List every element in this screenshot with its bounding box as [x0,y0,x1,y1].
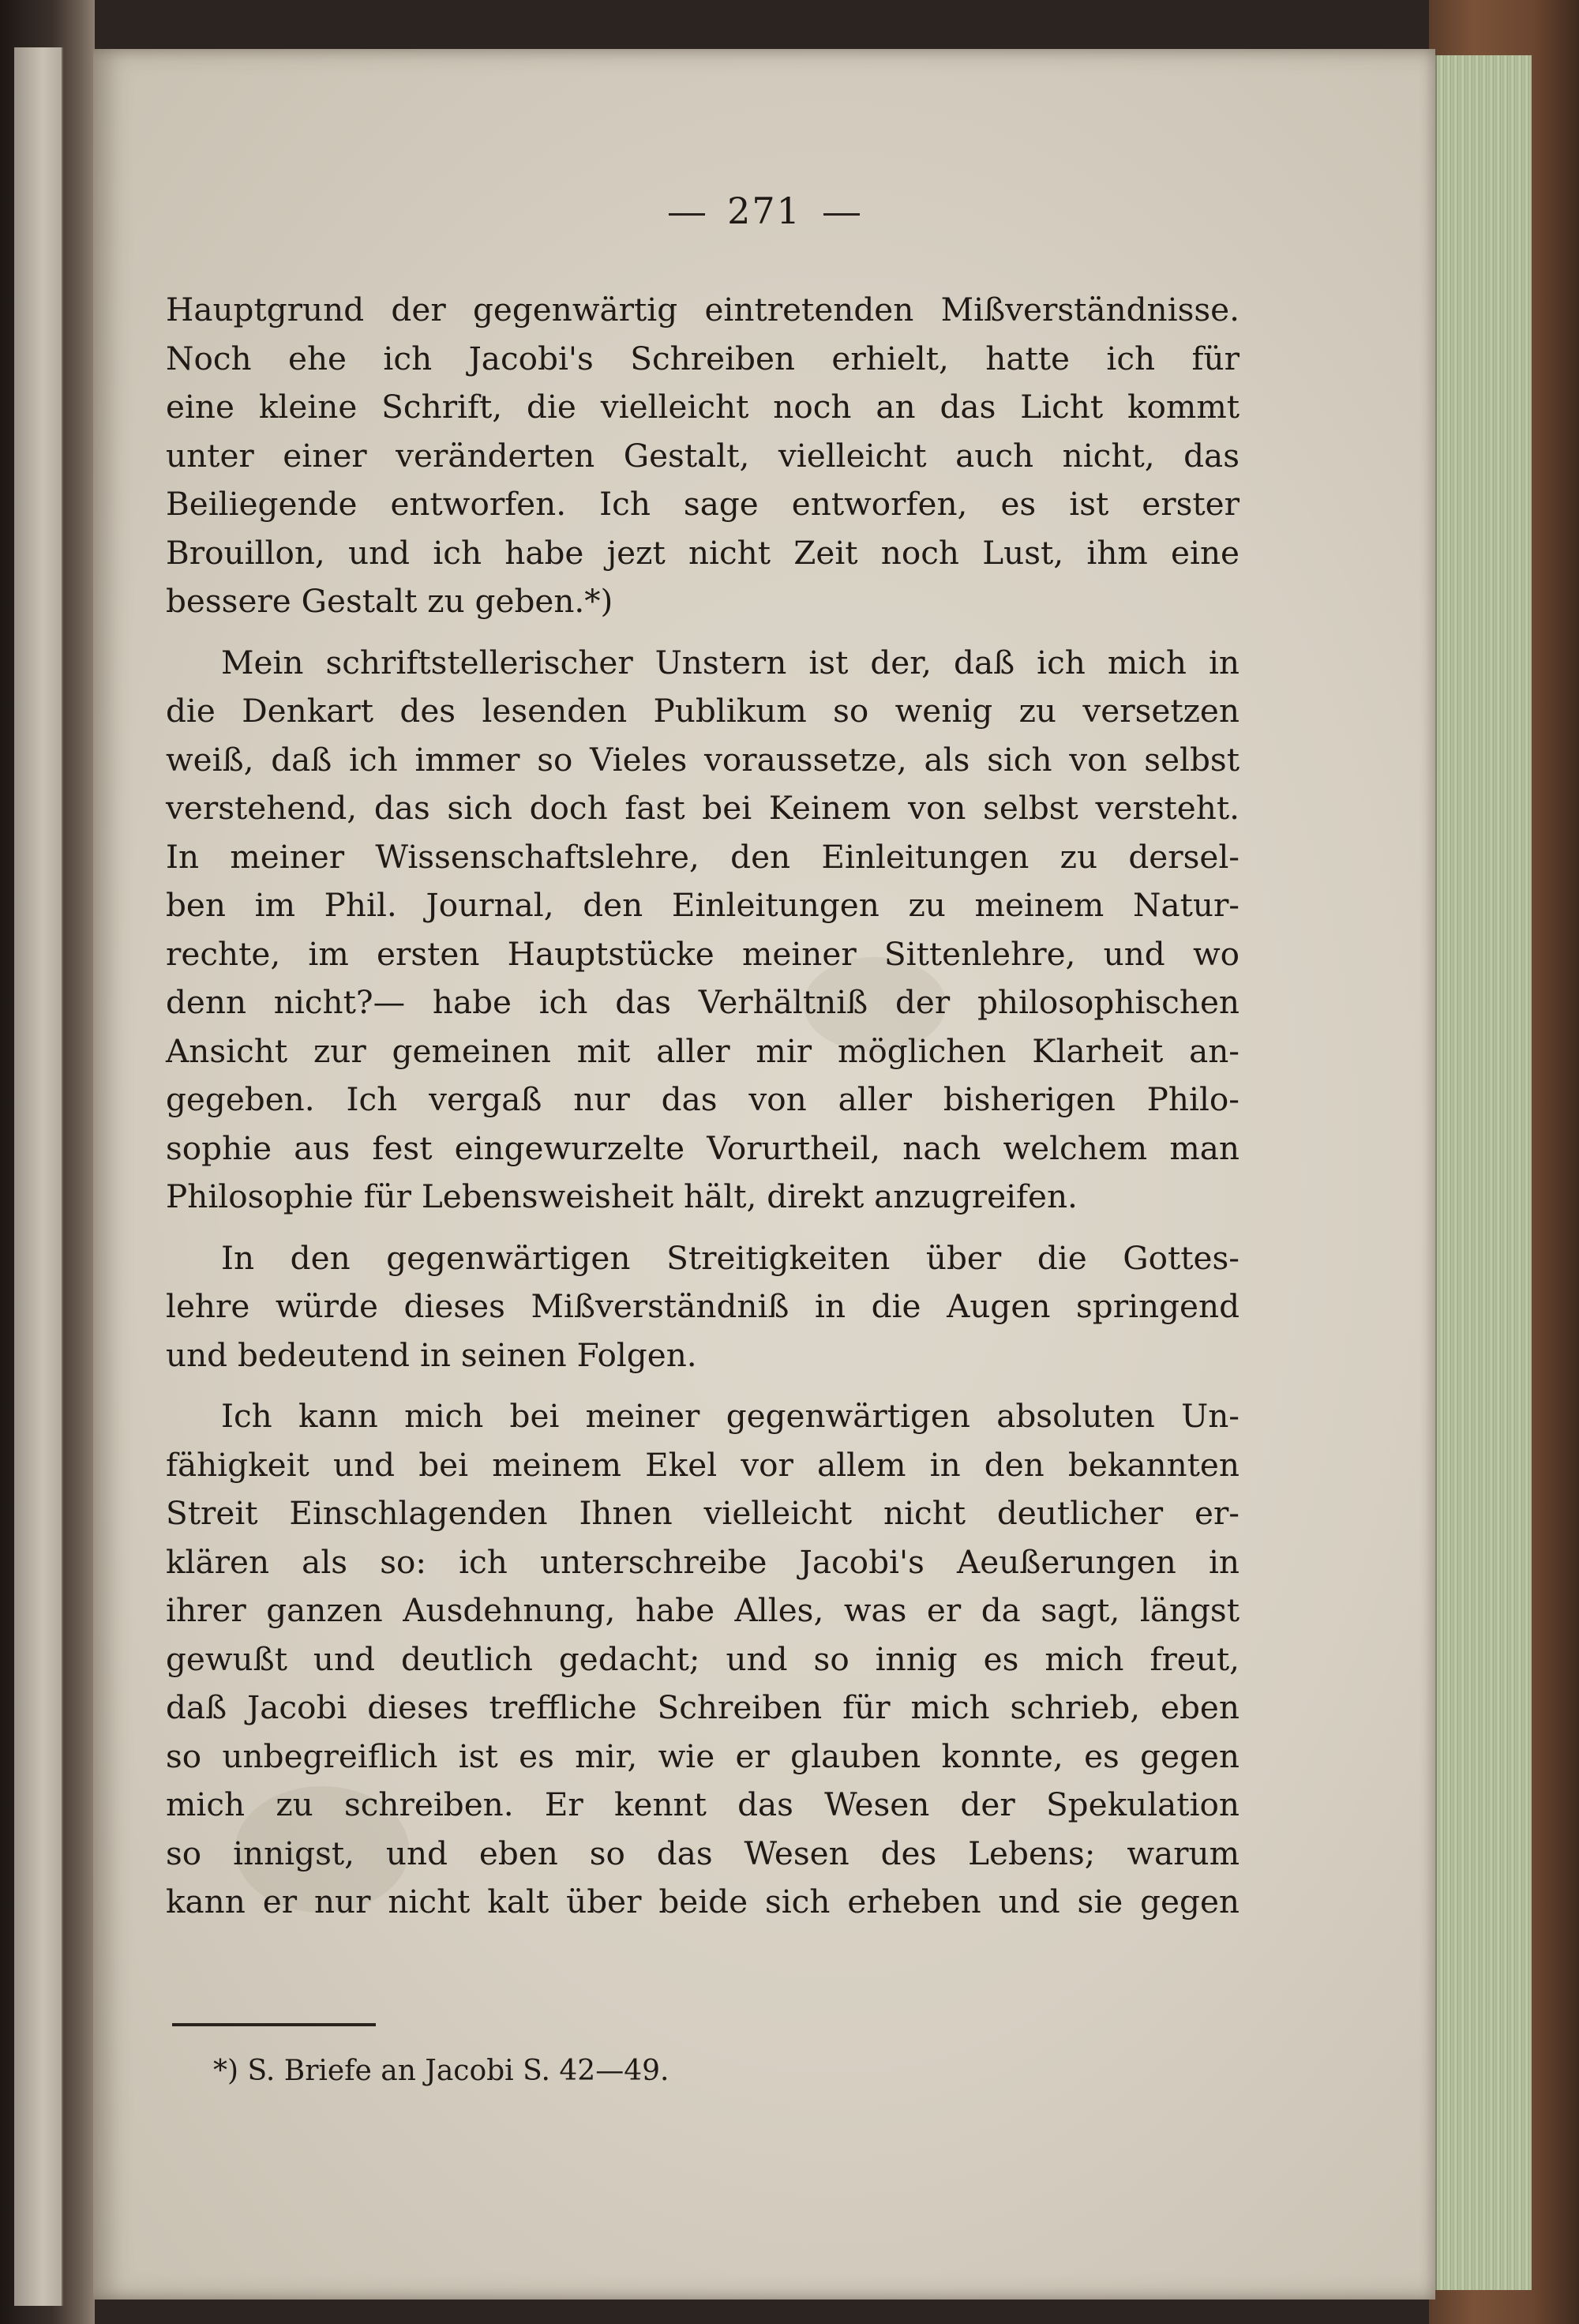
text-line: Hauptgrund der gegenwärtig eintretenden Mißverständnisse. [166,291,1240,329]
paragraph-gap [166,1380,1240,1392]
text-line: klären als so: ich unterschreibe Jacobi's Aeußerungen in [166,1542,1240,1581]
header-dash [669,213,705,216]
text-line: so unbegreiflich ist es mir, wie er glauben konnte, es gegen [166,1736,1240,1775]
page-header [93,190,1435,232]
page-number: 271 [727,190,801,232]
text-line: eine kleine Schrift, die vielleicht noch an das Licht kommt [166,388,1240,426]
text-line: kann er nur nicht kalt über beide sich erheben und sie gegen [166,1883,1240,1920]
text-line: weiß, daß ich immer so Vieles voraussetze, als sich von selbst [166,740,1240,779]
text-line: denn nicht?— habe ich das Verhältniß der philosophischen [166,983,1240,1021]
text-line: die Denkart des lesenden Publikum so wenig zu versetzen [166,692,1240,730]
footnote: *) S. Briefe an Jacobi S. 42—49. [213,2055,669,2087]
text-line: Ansicht zur gemeinen mit aller mir möglichen Klarheit an- [166,1031,1240,1070]
text-line: Beiliegende entworfen. Ich sage entworfen, es ist erster [166,485,1240,523]
paragraph-gap [166,626,1240,639]
header-dash [823,213,860,216]
text-line: Philosophie für Lebensweisheit hält, direkt anzugreifen. [166,1177,1078,1215]
text-line: Mein schriftstellerischer Unstern ist der, daß ich mich in [221,643,1240,681]
text-line: unter einer veränderten Gestalt, vielleicht auch nicht, das [166,436,1240,475]
text-line: Noch ehe ich Jacobi's Schreiben erhielt, hatte ich für [166,339,1240,377]
text-line: verstehend, das sich doch fast bei Keinem von selbst versteht. [166,789,1240,827]
book-page [93,49,1435,2300]
paragraph-gap [166,1222,1240,1234]
text-line: ben im Phil. Journal, den Einleitungen zu meinem Natur- [166,886,1240,924]
text-line: gewußt und deutlich gedacht; und so innig es mich freut, [166,1639,1240,1678]
facing-page-edge [14,47,63,2306]
footnote-rule [172,2023,376,2026]
text-line: lehre würde dieses Mißverständniß in die Augen springend [166,1287,1240,1325]
text-line: In meiner Wissenschaftslehre, den Einleitungen zu dersel- [166,837,1240,876]
page-block-edge [1435,55,1532,2290]
text-line: In den gegenwärtigen Streitigkeiten über die Gottes- [221,1238,1240,1277]
text-line: sophie aus fest eingewurzelte Vorurtheil, nach welchem man [166,1128,1240,1167]
text-line: Brouillon, und ich habe jezt nicht Zeit noch Lust, ihm eine [166,533,1240,572]
text-line: bessere Gestalt zu geben.*) [166,582,613,620]
text-line: mich zu schreiben. Er kennt das Wesen der Spekulation [166,1785,1240,1823]
text-line: so innigst, und eben so das Wesen des Lebens; warum [166,1834,1240,1872]
text-line: Ich kann mich bei meiner gegenwärtigen absoluten Un- [221,1397,1240,1435]
text-line: ihrer ganzen Ausdehnung, habe Alles, was er da sagt, längst [166,1591,1240,1629]
text-line: und bedeutend in seinen Folgen. [166,1335,697,1374]
body-text [166,286,1240,1927]
text-line: rechte, im ersten Hauptstücke meiner Sittenlehre, und wo [166,934,1240,973]
text-line: Streit Einschlagenden Ihnen vielleicht nicht deutlicher er- [166,1494,1240,1532]
text-line: fähigkeit und bei meinem Ekel vor allem in den bekannten [166,1445,1240,1484]
text-line: daß Jacobi dieses treffliche Schreiben für mich schrieb, eben [166,1688,1240,1726]
text-line: gegeben. Ich vergaß nur das von aller bisherigen Philo- [166,1080,1240,1118]
